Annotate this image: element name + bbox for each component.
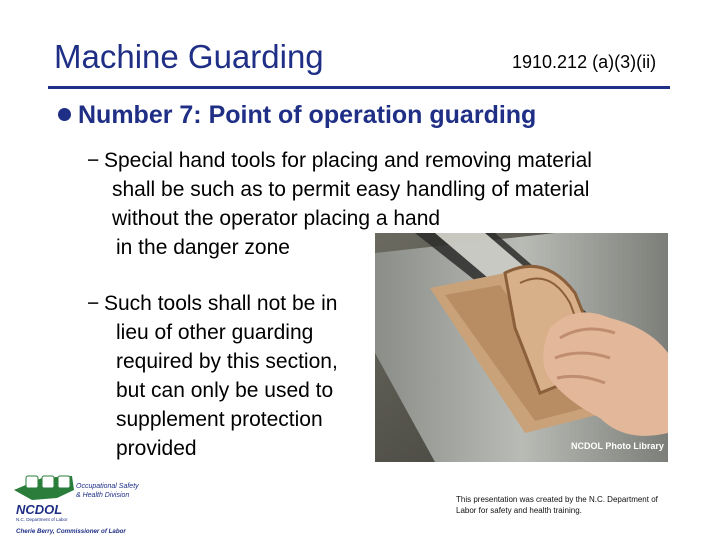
credit-line: This presentation was created by the N.C. Department of	[456, 495, 658, 504]
regulation-citation: 1910.212 (a)(3)(ii)	[512, 52, 657, 72]
sub-bullet-line: Special hand tools for placing and removing material	[104, 149, 592, 172]
sub-bullet-line: but can only be used to	[116, 379, 334, 402]
ncdol-logo	[12, 470, 139, 538]
logo-commissioner: Cherie Berry, Commissioner of Labor	[16, 528, 126, 535]
logo-brand: NCDOL	[16, 502, 63, 517]
main-bullet-heading: Number 7: Point of operation guarding	[78, 101, 537, 129]
sub-bullet-line: provided	[116, 437, 197, 460]
dash-icon: −	[87, 149, 100, 172]
sub-bullet-not-in-lieu	[87, 289, 338, 463]
sub-bullet-line: in the danger zone	[116, 236, 290, 259]
dash-icon: −	[87, 292, 100, 315]
slide-title: Machine Guarding	[54, 38, 324, 75]
sub-bullet-line: required by this section,	[116, 350, 338, 373]
logo-division-line1: Occupational Safety	[76, 483, 139, 490]
title-divider	[48, 86, 670, 89]
credit-line: Labor for safety and health training.	[456, 506, 582, 515]
sub-bullet-line: supplement protection	[116, 408, 323, 431]
push-tool-photo	[375, 233, 668, 462]
sub-bullet-line: shall be such as to permit easy handling of material	[112, 178, 590, 201]
logo-division-line2: & Health Division	[76, 492, 130, 499]
logo-department: N.C. Department of Labor	[16, 517, 68, 522]
bullet-icon	[58, 108, 71, 121]
photo-caption: NCDOL Photo Library	[571, 441, 664, 451]
presentation-credit	[456, 494, 658, 516]
sub-bullet-line: lieu of other guarding	[116, 321, 314, 344]
sub-bullet-line: Such tools shall not be in	[104, 292, 338, 315]
sub-bullet-line: without the operator placing a hand	[112, 207, 441, 230]
